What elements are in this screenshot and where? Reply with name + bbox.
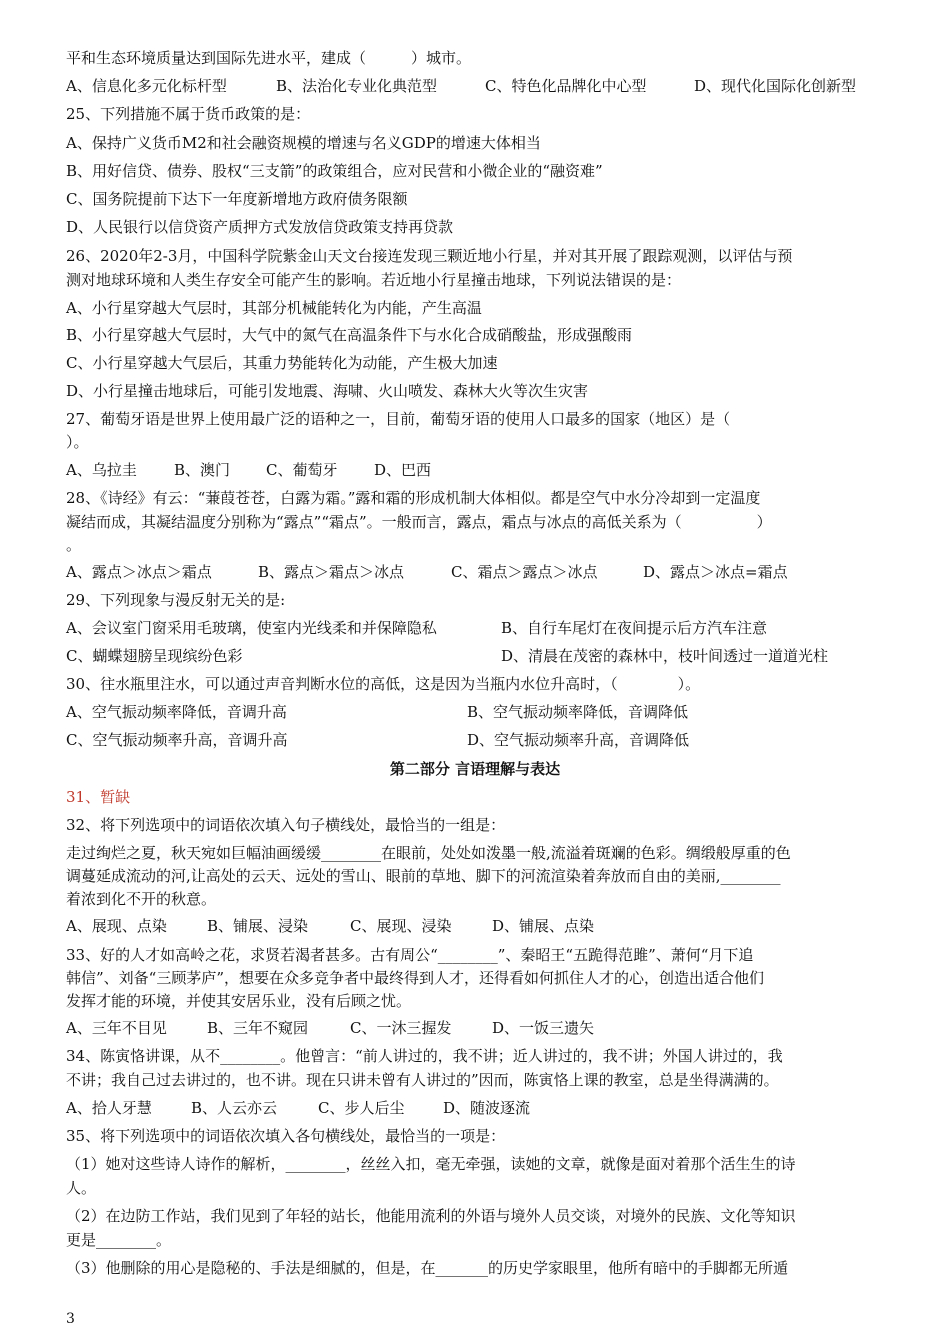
text-line: 走过绚烂之夏，秋天宛如巨幅油画缓缓________在眼前，处处如泼墨一般,流溢着斑斓的色彩。绸缎般厚重的色 [66, 844, 791, 862]
option-b: B、自行车尾灯在夜间提示后方汽车注意 [501, 619, 768, 637]
option-b: B、露点＞霜点＞冰点 [258, 563, 405, 581]
option-d: D、一饭三遗矢 [492, 1019, 595, 1037]
text-line: 平和生态环境质量达到国际先进水平，建成（ ）城市。 [66, 49, 472, 67]
question-26: 26、2020年2-3月，中国科学院紫金山天文台接连发现三颗近地小行星，并对其开展了跟踪观测，以评估与预 [66, 247, 793, 265]
text-line: （3）他删除的用心是隐秘的、手法是细腻的，但是，在_______的历史学家眼里，他所有暗中的手脚都无所遁 [66, 1259, 789, 1277]
options-row-q29-2 [66, 646, 886, 666]
option-a: A、拾人牙慧 [66, 1099, 152, 1117]
option-c: C、展现、浸染 [350, 917, 452, 935]
option-a: A、小行星穿越大气层时，其部分机械能转化为内能，产生高温 [66, 299, 482, 317]
section-heading: 第二部分 言语理解与表达 [389, 760, 561, 778]
question-32: 32、将下列选项中的词语依次填入句子横线处，最恰当的一组是： [66, 816, 506, 834]
question-34: 34、陈寅恪讲课，从不________。他曾言：“前人讲过的，我不讲；近人讲过的，我不讲；外国人讲过的，我 [66, 1047, 783, 1065]
text-line: 人。 [66, 1179, 97, 1197]
option-d: D、现代化国际化创新型 [694, 77, 857, 95]
options-row-q30-2 [66, 730, 886, 750]
option-a: A、乌拉圭 [66, 461, 137, 479]
option-c: C、国务院提前下达下一年度新增地方政府债务限额 [66, 190, 408, 208]
option-d: D、露点＞冰点=霜点 [643, 563, 788, 581]
option-a: A、会议室门窗采用毛玻璃，使室内光线柔和并保障隐私 [66, 619, 437, 637]
options-row-q28 [66, 562, 886, 582]
option-b: B、法治化专业化典范型 [276, 77, 438, 95]
option-d: D、清晨在茂密的森林中，枝叶间透过一道道光柱 [501, 647, 829, 665]
option-a: A、信息化多元化标杆型 [66, 77, 227, 95]
option-c: C、蝴蝶翅膀呈现缤纷色彩 [66, 647, 243, 665]
option-b: B、澳门 [174, 461, 231, 479]
question-35: 35、将下列选项中的词语依次填入各句横线处，最恰当的一项是： [66, 1127, 506, 1145]
options-row-q34 [66, 1098, 886, 1118]
text-line: 韩信”、刘备“三顾茅庐”，想要在众多竞争者中最终得到人才，还得看如何抓住人才的心，创造出适合他们 [66, 969, 765, 987]
option-b: B、人云亦云 [191, 1099, 278, 1117]
question-27: 27、葡萄牙语是世界上使用最广泛的语种之一，目前，葡萄牙语的使用人口最多的国家（地区）是（ [66, 410, 731, 428]
question-29: 29、下列现象与漫反射无关的是: [66, 591, 286, 609]
option-d: D、巴西 [374, 461, 432, 479]
text-line: （2）在边防工作站，我们见到了年轻的站长，他能用流利的外语与境外人员交谈，对境外的民族、文化等知识 [66, 1207, 796, 1225]
text-line: 不讲；我自己过去讲过的，也不讲。现在只讲未曾有人讲过的”因而，陈寅恪上课的教室，总是坐得满满的。 [66, 1071, 779, 1089]
text-line: 。 [66, 536, 82, 554]
option-a: A、保持广义货币M2和社会融资规模的增速与名义GDP的增速大体相当 [66, 134, 541, 152]
option-b: B、铺展、浸染 [207, 917, 309, 935]
options-row-q32 [66, 916, 886, 936]
option-c: C、小行星穿越大气层后，其重力势能转化为动能，产生极大加速 [66, 354, 498, 372]
text-line: ）。 [66, 433, 89, 451]
question-31: 31、暂缺 [66, 788, 131, 806]
options-row-q33 [66, 1018, 886, 1038]
text-line: 凝结而成，其凝结温度分别称为“露点”“霜点”。一般而言，露点，霜点与冰点的高低关系为（ ） [66, 513, 772, 531]
question-28: 28、《诗经》有云：“蒹葭苍苍，白露为霜。”露和霜的形成机制大体相似。都是空气中水分冷却到一定温度 [66, 489, 761, 507]
option-a: A、展现、点染 [66, 917, 167, 935]
question-25: 25、下列措施不属于货币政策的是： [66, 105, 311, 123]
text-line: 测对地球环境和人类生存安全可能产生的影响。若近地小行星撞击地球，下列说法错误的是： [66, 271, 682, 289]
text-line: 着浓到化不开的秋意。 [66, 890, 217, 908]
options-row-q29-1 [66, 618, 886, 638]
option-c: C、葡萄牙 [266, 461, 338, 479]
option-b: B、小行星穿越大气层时，大气中的氮气在高温条件下与水化合成硝酸盐，形成强酸雨 [66, 326, 633, 344]
question-30: 30、往水瓶里注水，可以通过声音判断水位的高低，这是因为当瓶内水位升高时，（ ）。 [66, 675, 701, 693]
question-33: 33、好的人才如高岭之花，求贤若渴者甚多。古有周公“________”、秦昭王“五跪得范雎”、萧何“月下追 [66, 946, 754, 964]
text-line: 发挥才能的环境，并使其安居乐业，没有后顾之忧。 [66, 992, 412, 1010]
options-row-q30-1 [66, 702, 886, 722]
option-b: B、三年不窥园 [207, 1019, 309, 1037]
option-c: C、空气振动频率升高，音调升高 [66, 731, 288, 749]
options-row-q27 [66, 460, 886, 480]
option-c: C、步人后尘 [318, 1099, 405, 1117]
option-c: C、霜点＞露点＞冰点 [451, 563, 598, 581]
option-a: A、空气振动频率降低，音调升高 [66, 703, 287, 721]
option-b: B、空气振动频率降低，音调降低 [467, 703, 689, 721]
option-d: D、小行星撞击地球后，可能引发地震、海啸、火山喷发、森林大火等次生灾害 [66, 382, 589, 400]
text-line: 更是________。 [66, 1231, 172, 1249]
page-number: 3 [66, 1311, 75, 1327]
option-d: D、铺展、点染 [492, 917, 595, 935]
option-c: C、一沐三握发 [350, 1019, 452, 1037]
option-d: D、随波逐流 [443, 1099, 531, 1117]
text-line: （1）她对这些诗人诗作的解析，________，丝丝入扣，毫无牵强，读她的文章，就像是面对着那个活生生的诗 [66, 1155, 796, 1173]
option-d: D、空气振动频率升高，音调降低 [467, 731, 690, 749]
option-d: D、人民银行以信贷资产质押方式发放信贷政策支持再贷款 [66, 218, 454, 236]
option-c: C、特色化品牌化中心型 [485, 77, 647, 95]
options-row-q24 [66, 76, 886, 96]
option-a: A、露点＞冰点＞霜点 [66, 563, 212, 581]
text-line: 调蔓延成流动的河,让高处的云天、远处的雪山、眼前的草地、脚下的河流渲染着奔放而自由的美丽,________ [66, 867, 781, 885]
option-a: A、三年不目见 [66, 1019, 167, 1037]
option-b: B、用好信贷、债券、股权“三支箭”的政策组合，应对民营和小微企业的“融资难” [66, 162, 603, 180]
